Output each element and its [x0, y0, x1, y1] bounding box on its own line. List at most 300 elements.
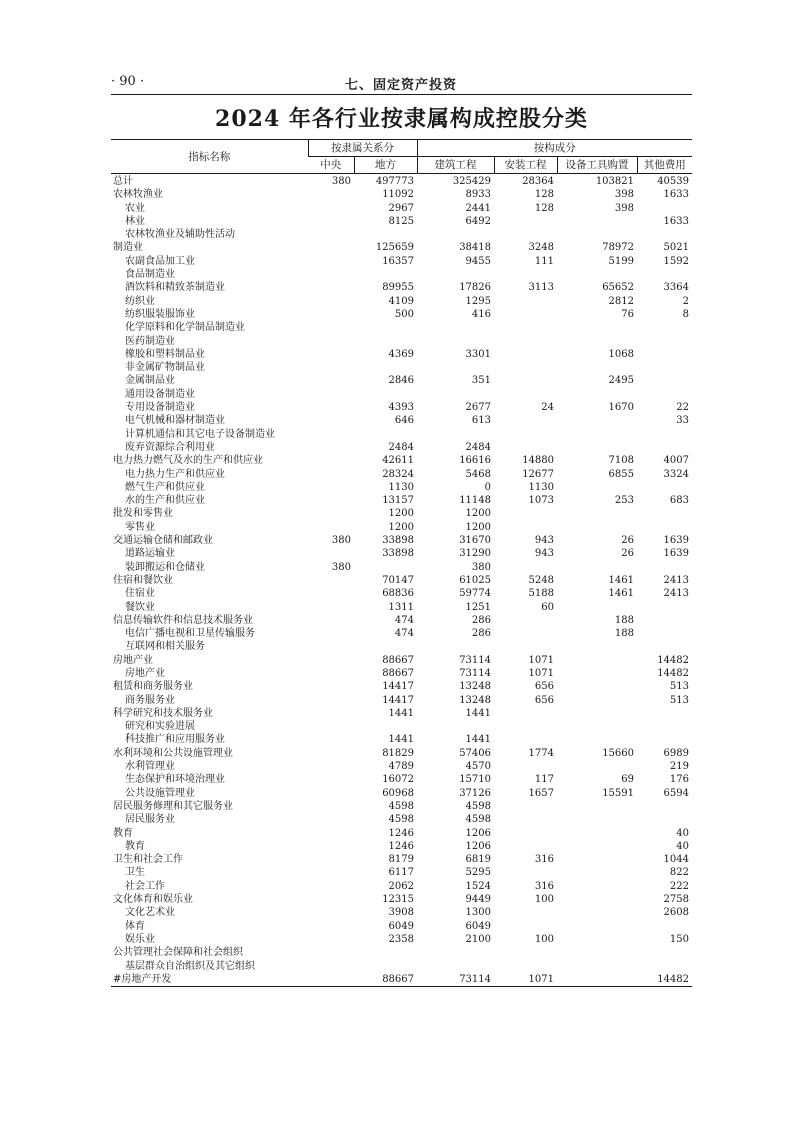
- cell-central: [308, 960, 354, 973]
- cell-central: [308, 933, 354, 946]
- column-header-central: 中央: [308, 157, 354, 174]
- table-row: [111, 587, 692, 600]
- cell-central: [308, 760, 354, 773]
- cell-central: [308, 866, 354, 879]
- cell-central: [308, 361, 354, 374]
- cell-equipment: [557, 507, 637, 520]
- table-row: [111, 241, 692, 254]
- cell-equipment: [557, 760, 637, 773]
- row-label: 医药制造业: [125, 335, 175, 347]
- cell-installation: [494, 215, 557, 228]
- cell-equipment: [557, 853, 637, 866]
- cell-equipment: 1068: [608, 348, 634, 360]
- cell-installation: [494, 640, 557, 653]
- cell-construction: 325429: [452, 176, 491, 187]
- cell-local: 88667: [382, 654, 414, 666]
- cell-installation: [494, 388, 557, 401]
- row-label: 研究和实验进展: [125, 721, 195, 733]
- table-row: [111, 601, 692, 614]
- cell-equipment: [557, 707, 637, 720]
- cell-other: [637, 202, 692, 215]
- cell-local: [354, 388, 417, 401]
- row-label: 教育: [113, 827, 133, 839]
- cell-construction: 8933: [465, 189, 491, 201]
- row-label: 电力热力生产和供应业: [125, 468, 225, 480]
- row-label: 社会工作: [125, 880, 165, 892]
- cell-other: [637, 733, 692, 746]
- cell-other: [637, 441, 692, 454]
- cell-other: [637, 601, 692, 614]
- table-row: [111, 348, 692, 361]
- cell-other: [637, 268, 692, 281]
- column-header-installation: 安装工程: [494, 157, 557, 174]
- cell-construction: [417, 335, 494, 348]
- cell-central: [308, 281, 354, 294]
- cell-equipment: 1670: [608, 402, 634, 414]
- cell-installation: [494, 295, 557, 308]
- cell-local: 16357: [382, 255, 414, 267]
- row-label: 电气机械和器材制造业: [125, 415, 225, 427]
- cell-central: [308, 920, 354, 933]
- table-header: [111, 140, 692, 174]
- row-label: 餐饮业: [125, 601, 155, 613]
- cell-other: [637, 627, 692, 640]
- cell-other: 2758: [663, 894, 689, 906]
- cell-other: [637, 521, 692, 534]
- cell-central: [308, 241, 354, 254]
- cell-installation: 316: [534, 854, 554, 866]
- cell-construction: [417, 268, 494, 281]
- cell-construction: 1200: [465, 508, 491, 520]
- cell-central: [308, 840, 354, 853]
- cell-construction: 1441: [465, 734, 491, 746]
- cell-equipment: [557, 215, 637, 228]
- cell-local: 2967: [388, 202, 414, 214]
- cell-central: [308, 787, 354, 800]
- row-label: 卫生: [125, 867, 145, 879]
- cell-local: [354, 268, 417, 281]
- cell-central: [308, 827, 354, 840]
- cell-central: [308, 202, 354, 215]
- cell-construction: 6819: [465, 854, 491, 866]
- cell-local: [354, 640, 417, 653]
- cell-other: [637, 960, 692, 973]
- cell-equipment: [557, 694, 637, 707]
- cell-local: 125659: [375, 242, 414, 254]
- cell-local: [354, 335, 417, 348]
- cell-equipment: [557, 920, 637, 933]
- table-row: [111, 866, 692, 879]
- cell-equipment: [557, 654, 637, 667]
- cell-central: [308, 694, 354, 707]
- table-row: [111, 680, 692, 693]
- table-row: [111, 667, 692, 680]
- cell-construction: 613: [471, 415, 491, 427]
- cell-local: [354, 561, 417, 574]
- cell-installation: 3248: [528, 242, 554, 254]
- cell-central: [308, 601, 354, 614]
- cell-other: 14482: [657, 973, 689, 985]
- cell-construction: 73114: [459, 667, 491, 679]
- cell-central: 380: [331, 176, 351, 187]
- cell-other: [637, 321, 692, 334]
- cell-central: [308, 255, 354, 268]
- cell-installation: 60: [541, 601, 554, 613]
- cell-installation: [494, 308, 557, 321]
- cell-construction: 5468: [465, 468, 491, 480]
- table-row: [111, 893, 692, 906]
- cell-equipment: 26: [621, 548, 634, 560]
- cell-equipment: [557, 720, 637, 733]
- cell-local: 6117: [388, 867, 414, 879]
- cell-central: 380: [331, 535, 351, 547]
- cell-other: 2413: [663, 588, 689, 600]
- cell-construction: 73114: [459, 654, 491, 666]
- cell-equipment: [557, 827, 637, 840]
- table-row: [111, 654, 692, 667]
- cell-installation: [494, 627, 557, 640]
- cell-central: [308, 587, 354, 600]
- cell-equipment: [557, 481, 637, 494]
- cell-installation: [494, 321, 557, 334]
- cell-other: 14482: [657, 667, 689, 679]
- cell-equipment: 69: [621, 774, 634, 786]
- row-label: 金属制品业: [125, 375, 175, 387]
- cell-installation: 128: [534, 189, 554, 201]
- cell-construction: [417, 228, 494, 241]
- cell-installation: 656: [534, 681, 554, 693]
- cell-equipment: [557, 441, 637, 454]
- cell-equipment: [557, 561, 637, 574]
- cell-central: [308, 441, 354, 454]
- table-row: [111, 388, 692, 401]
- table-row: [111, 973, 692, 987]
- column-header-equipment: 设备工具购置: [557, 157, 637, 174]
- table-row: [111, 494, 692, 507]
- table-row: [111, 960, 692, 973]
- cell-other: 222: [669, 880, 689, 892]
- cell-installation: 12677: [522, 468, 554, 480]
- cell-other: 1639: [663, 535, 689, 547]
- cell-equipment: 5199: [608, 255, 634, 267]
- row-label: 科技推广和应用服务业: [125, 734, 225, 746]
- cell-other: [637, 813, 692, 826]
- cell-central: [308, 507, 354, 520]
- cell-construction: [417, 321, 494, 334]
- cell-local: 474: [394, 628, 414, 640]
- cell-construction: 1206: [465, 840, 491, 852]
- cell-central: [308, 468, 354, 481]
- table-row: [111, 813, 692, 826]
- cell-construction: 38418: [459, 242, 491, 254]
- cell-equipment: [557, 933, 637, 946]
- cell-central: [308, 654, 354, 667]
- cell-local: 81829: [382, 747, 414, 759]
- row-label: 商务服务业: [125, 694, 175, 706]
- cell-local: 646: [394, 415, 414, 427]
- cell-installation: [494, 507, 557, 520]
- row-label: 房地产业: [113, 654, 153, 666]
- cell-construction: 351: [471, 375, 491, 387]
- cell-equipment: 1461: [608, 588, 634, 600]
- table-row: [111, 202, 692, 215]
- cell-local: 4109: [388, 295, 414, 307]
- cell-construction: [417, 428, 494, 441]
- cell-other: [637, 640, 692, 653]
- table-row: [111, 481, 692, 494]
- cell-construction: 1200: [465, 521, 491, 533]
- cell-construction: 61025: [459, 574, 491, 586]
- page-title: 2024 年各行业按隶属构成控股分类: [215, 106, 588, 132]
- row-label: 专用设备制造业: [125, 402, 195, 414]
- table-row: [111, 720, 692, 733]
- cell-local: 500: [394, 308, 414, 320]
- table-row: [111, 840, 692, 853]
- cell-central: [308, 268, 354, 281]
- cell-installation: [494, 335, 557, 348]
- cell-installation: 1130: [528, 481, 554, 493]
- table-row: [111, 920, 692, 933]
- cell-installation: [494, 906, 557, 919]
- cell-installation: [494, 840, 557, 853]
- row-label: 交通运输仓储和邮政业: [113, 535, 213, 547]
- cell-local: [354, 960, 417, 973]
- cell-other: 2: [682, 295, 689, 307]
- cell-local: 12315: [382, 894, 414, 906]
- cell-equipment: 26: [621, 535, 634, 547]
- cell-local: 88667: [382, 667, 414, 679]
- row-label: 通用设备制造业: [125, 388, 195, 400]
- cell-installation: [494, 707, 557, 720]
- row-label: 农林牧渔业及辅助性活动: [125, 229, 235, 241]
- cell-construction: 416: [471, 308, 491, 320]
- cell-other: 33: [676, 415, 689, 427]
- cell-other: [637, 946, 692, 959]
- row-label: 非金属矿物制品业: [125, 362, 205, 374]
- row-label: 批发和零售业: [113, 508, 173, 520]
- cell-other: [637, 228, 692, 241]
- cell-other: 150: [669, 933, 689, 945]
- composition-group-header: 按构成分: [417, 140, 692, 157]
- cell-central: [308, 428, 354, 441]
- table-row: [111, 295, 692, 308]
- cell-other: [637, 800, 692, 813]
- cell-local: 2062: [388, 880, 414, 892]
- cell-installation: 5188: [528, 588, 554, 600]
- cell-construction: 73114: [459, 973, 491, 985]
- cell-equipment: 15591: [602, 787, 634, 799]
- row-label: 租赁和商务服务业: [113, 681, 193, 693]
- cell-equipment: [557, 361, 637, 374]
- cell-local: [354, 321, 417, 334]
- cell-other: 1044: [663, 854, 689, 866]
- cell-construction: 17826: [459, 282, 491, 294]
- table-row: [111, 800, 692, 813]
- cell-equipment: 103821: [595, 176, 634, 187]
- cell-other: [637, 707, 692, 720]
- cell-central: [308, 800, 354, 813]
- cell-local: 1200: [388, 508, 414, 520]
- cell-central: [308, 640, 354, 653]
- cell-other: 40: [676, 827, 689, 839]
- cell-local: 33898: [382, 548, 414, 560]
- cell-central: [308, 348, 354, 361]
- section-title: 七、固定资产投资: [344, 78, 457, 93]
- table-body: [111, 174, 692, 987]
- cell-local: 4598: [388, 814, 414, 826]
- row-label: 水利管理业: [125, 761, 175, 773]
- table-row: [111, 574, 692, 587]
- cell-construction: 1206: [465, 827, 491, 839]
- cell-central: [308, 906, 354, 919]
- table-row: [111, 906, 692, 919]
- cell-equipment: 76: [621, 308, 634, 320]
- cell-central: [308, 733, 354, 746]
- cell-local: 70147: [382, 574, 414, 586]
- row-label: 水利环境和公共设施管理业: [113, 747, 233, 759]
- cell-construction: 13248: [459, 681, 491, 693]
- cell-local: 4369: [388, 348, 414, 360]
- cell-equipment: [557, 335, 637, 348]
- row-label: 农林牧渔业: [113, 189, 163, 201]
- cell-installation: 5248: [528, 574, 554, 586]
- cell-construction: 31290: [459, 548, 491, 560]
- cell-installation: [494, 268, 557, 281]
- cell-local: 60968: [382, 787, 414, 799]
- cell-central: [308, 388, 354, 401]
- cell-local: 2358: [388, 933, 414, 945]
- cell-equipment: [557, 733, 637, 746]
- cell-installation: 28364: [522, 176, 554, 187]
- cell-installation: [494, 760, 557, 773]
- cell-local: 8179: [388, 854, 414, 866]
- cell-other: 822: [669, 867, 689, 879]
- table-row: [111, 747, 692, 760]
- cell-construction: 380: [471, 561, 491, 573]
- cell-installation: [494, 414, 557, 427]
- cell-local: 2484: [388, 441, 414, 453]
- row-label: 娱乐业: [125, 933, 155, 945]
- row-label: 科学研究和技术服务业: [113, 707, 213, 719]
- table-row: [111, 933, 692, 946]
- cell-central: [308, 188, 354, 201]
- row-label: 卫生和社会工作: [113, 854, 183, 866]
- cell-installation: [494, 960, 557, 973]
- cell-other: 1633: [663, 189, 689, 201]
- cell-other: 3364: [663, 282, 689, 294]
- row-label: 装卸搬运和仓储业: [125, 561, 205, 573]
- table-row: [111, 374, 692, 387]
- cell-local: 1246: [388, 840, 414, 852]
- cell-other: 6989: [663, 747, 689, 759]
- cell-equipment: [557, 893, 637, 906]
- cell-other: 8: [682, 308, 689, 320]
- cell-construction: 37126: [459, 787, 491, 799]
- cell-construction: 1295: [465, 295, 491, 307]
- cell-central: [308, 747, 354, 760]
- table-row: [111, 361, 692, 374]
- row-label: 纺织业: [125, 295, 155, 307]
- row-label: 林业: [125, 215, 145, 227]
- cell-construction: 31670: [459, 535, 491, 547]
- cell-equipment: 2812: [608, 295, 634, 307]
- cell-local: 13157: [382, 495, 414, 507]
- cell-central: [308, 720, 354, 733]
- cell-equipment: [557, 521, 637, 534]
- table-row: [111, 614, 692, 627]
- row-label: 化学原料和化学制品制造业: [125, 322, 245, 334]
- cell-equipment: [557, 813, 637, 826]
- cell-construction: 2484: [465, 441, 491, 453]
- cell-equipment: 398: [614, 189, 634, 201]
- cell-installation: [494, 228, 557, 241]
- cell-installation: [494, 920, 557, 933]
- cell-local: 1200: [388, 521, 414, 533]
- table-row: [111, 174, 692, 189]
- cell-construction: 3301: [465, 348, 491, 360]
- cell-equipment: 1461: [608, 574, 634, 586]
- row-label: 农副食品加工业: [125, 255, 195, 267]
- cell-other: [637, 720, 692, 733]
- cell-construction: 57406: [459, 747, 491, 759]
- cell-installation: 1073: [528, 495, 554, 507]
- cell-equipment: 15660: [602, 747, 634, 759]
- cell-installation: 1071: [528, 667, 554, 679]
- row-label: 总计: [113, 176, 133, 187]
- indicator-header: 指标名称: [111, 140, 308, 174]
- cell-local: [354, 228, 417, 241]
- cell-installation: [494, 946, 557, 959]
- cell-installation: 1774: [528, 747, 554, 759]
- cell-construction: 1441: [465, 707, 491, 719]
- cell-other: [637, 361, 692, 374]
- cell-central: [308, 667, 354, 680]
- row-label: 废弃资源综合利用业: [125, 441, 215, 453]
- cell-local: [354, 361, 417, 374]
- cell-construction: 1251: [465, 601, 491, 613]
- cell-construction: 286: [471, 614, 491, 626]
- row-label: 橡胶和塑料制品业: [125, 348, 205, 360]
- row-label: 体育: [125, 920, 145, 932]
- cell-local: 14417: [382, 681, 414, 693]
- cell-construction: 11148: [459, 495, 491, 507]
- cell-local: 4789: [388, 761, 414, 773]
- cell-equipment: 7108: [608, 455, 634, 467]
- cell-central: [308, 627, 354, 640]
- cell-local: [354, 428, 417, 441]
- row-label: 基层群众自治组织及其它组织: [125, 960, 255, 972]
- row-label: 制造业: [113, 242, 143, 254]
- cell-central: [308, 481, 354, 494]
- table-row: [111, 321, 692, 334]
- cell-other: [637, 348, 692, 361]
- cell-local: 2846: [388, 375, 414, 387]
- cell-installation: 1657: [528, 787, 554, 799]
- row-label: 信息传输软件和信息技术服务业: [113, 614, 253, 626]
- table-row: [111, 188, 692, 201]
- row-label: 居民服务修理和其它服务业: [113, 800, 233, 812]
- cell-equipment: 253: [614, 495, 634, 507]
- cell-installation: [494, 813, 557, 826]
- cell-other: 14482: [657, 654, 689, 666]
- cell-installation: 943: [534, 548, 554, 560]
- cell-equipment: 188: [614, 628, 634, 640]
- cell-equipment: [557, 414, 637, 427]
- cell-installation: 117: [534, 774, 554, 786]
- cell-local: 1130: [388, 481, 414, 493]
- cell-installation: [494, 720, 557, 733]
- cell-installation: [494, 827, 557, 840]
